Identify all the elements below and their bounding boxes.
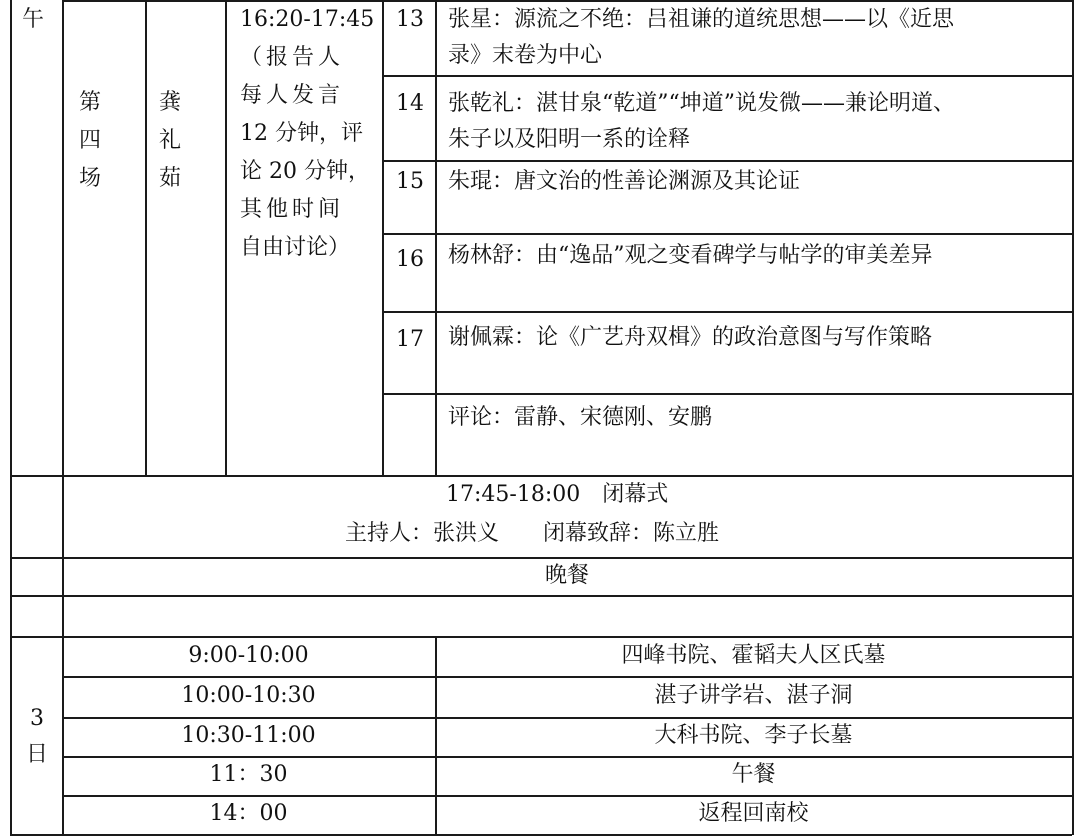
session-title-char: 场 bbox=[78, 166, 101, 191]
rule bbox=[62, 756, 1072, 758]
talk-number: 17 bbox=[396, 327, 424, 352]
closing-host-line: 主持人：张洪义 闭幕致辞：陈立胜 bbox=[345, 521, 720, 546]
closing-time-title: 17:45-18:00 闭幕式 bbox=[446, 482, 669, 507]
session-chair-char: 茹 bbox=[158, 166, 181, 191]
talk-number: 13 bbox=[396, 7, 424, 32]
rule bbox=[382, 75, 1072, 77]
talk-title-line: 张乾礼：湛甘泉“乾道”“坤道”说发微——兼论明道、 bbox=[448, 91, 955, 116]
commentators-text: 评论：雷静、宋德刚、安鹏 bbox=[448, 405, 713, 430]
talk-title-line: 杨林舒：由“逸品”观之变看碑学与帖学的审美差异 bbox=[448, 243, 933, 268]
session-time-line: 论 20 分钟， bbox=[240, 159, 370, 184]
talk-number: 16 bbox=[396, 247, 424, 272]
session-time-line: 自由讨论） bbox=[240, 235, 351, 260]
rule bbox=[10, 834, 1072, 836]
rule bbox=[62, 0, 1072, 2]
rule bbox=[10, 475, 1072, 477]
session-chair-char: 礼 bbox=[158, 128, 181, 153]
talk-title-line: 谢佩霖：论《广艺舟双楫》的政治意图与写作策略 bbox=[448, 325, 933, 350]
itinerary-time: 10:30-11:00 bbox=[181, 723, 316, 748]
itinerary-time: 9:00-10:00 bbox=[188, 643, 309, 668]
itinerary-activity: 返程回南校 bbox=[698, 801, 809, 826]
session-time-line: 16:20-17:45 bbox=[240, 7, 375, 32]
rule bbox=[145, 0, 147, 476]
rule bbox=[10, 636, 1072, 638]
rule bbox=[62, 676, 1072, 678]
rule bbox=[10, 0, 12, 835]
itinerary-activity: 大科书院、李子长墓 bbox=[654, 723, 853, 748]
session-time-line: 12 分钟，评 bbox=[240, 121, 363, 146]
session-chair-char: 龚 bbox=[158, 90, 181, 115]
rule bbox=[382, 160, 1072, 162]
day3-label-char: 3 bbox=[30, 706, 44, 731]
session-title-char: 第 bbox=[78, 90, 101, 115]
talk-title-line: 张星：源流之不绝：吕祖谦的道统思想——以《近思 bbox=[448, 7, 955, 32]
session-time-line: 其他时间 bbox=[240, 197, 345, 222]
talk-title-line: 录》末卷为中心 bbox=[448, 43, 603, 68]
rule bbox=[62, 717, 1072, 719]
session-time-line: 每人发言 bbox=[240, 83, 345, 108]
itinerary-time: 14：00 bbox=[209, 801, 288, 826]
day3-label-char: 日 bbox=[25, 742, 48, 767]
talk-title-line: 朱子以及阳明一系的诠释 bbox=[448, 127, 691, 152]
itinerary-activity: 湛子讲学岩、湛子洞 bbox=[654, 683, 853, 708]
session-title-char: 四 bbox=[78, 128, 101, 153]
session-time-line: （报告人 bbox=[240, 45, 345, 70]
rule bbox=[1072, 0, 1074, 835]
talk-number: 15 bbox=[396, 169, 424, 194]
rule bbox=[225, 0, 227, 476]
rule bbox=[62, 795, 1072, 797]
itinerary-time: 11：30 bbox=[209, 762, 288, 787]
period-label: 午 bbox=[22, 7, 45, 32]
rule bbox=[382, 311, 1072, 313]
rule bbox=[382, 393, 1072, 395]
rule bbox=[382, 233, 1072, 235]
dinner-label: 晚餐 bbox=[544, 563, 589, 588]
rule bbox=[10, 595, 1072, 597]
itinerary-activity: 四峰书院、霍韬夫人区氏墓 bbox=[621, 643, 886, 668]
rule bbox=[435, 0, 437, 476]
talk-number: 14 bbox=[396, 91, 424, 116]
rule bbox=[382, 0, 384, 476]
itinerary-time: 10:00-10:30 bbox=[181, 683, 316, 708]
talk-title-line: 朱琨：唐文治的性善论渊源及其论证 bbox=[448, 169, 801, 194]
itinerary-activity: 午餐 bbox=[731, 762, 776, 787]
rule bbox=[10, 557, 1072, 559]
